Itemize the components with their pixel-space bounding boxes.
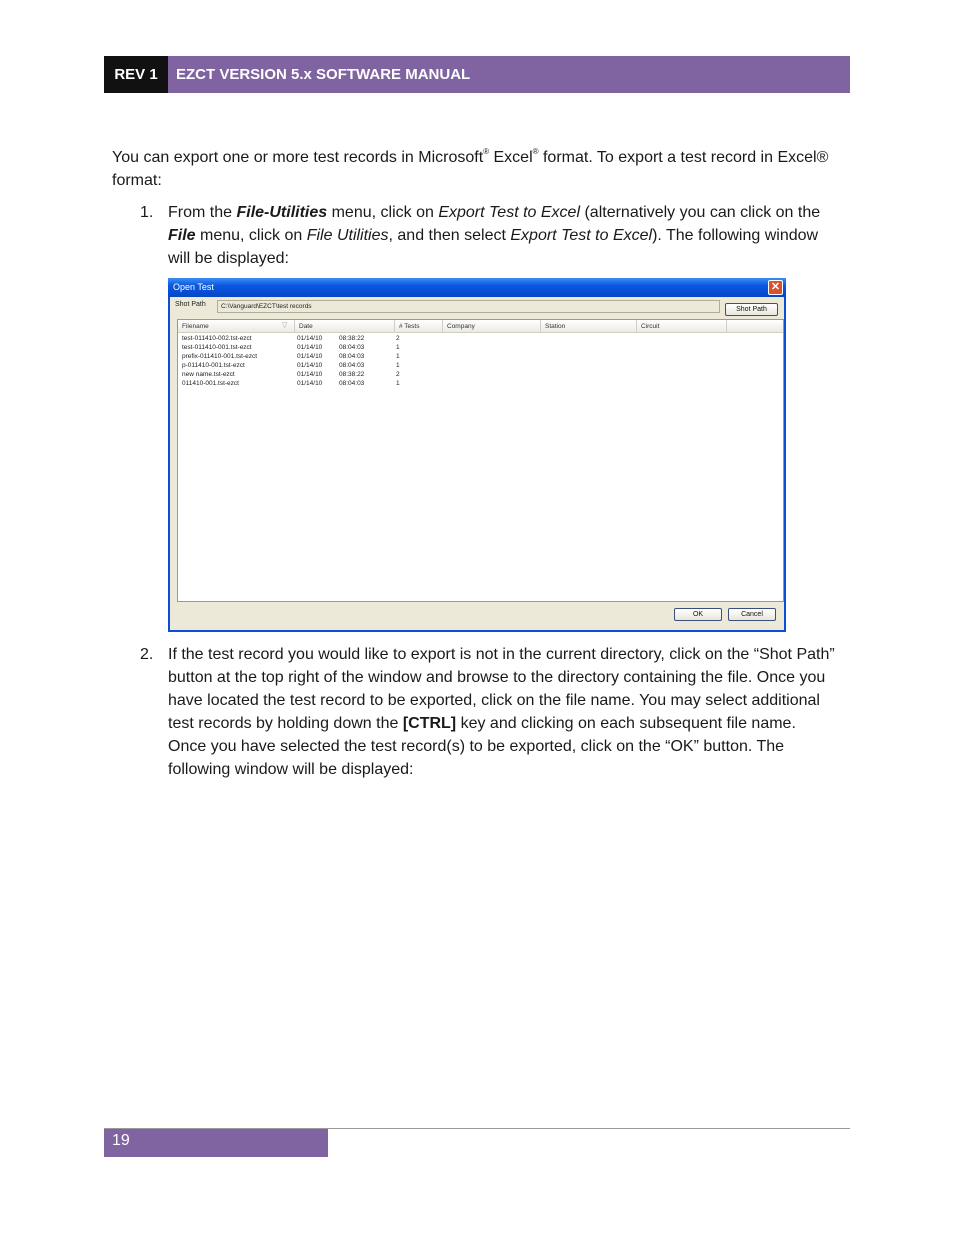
ctrl-key-label: [CTRL] [402,715,457,732]
cell-filename: prefix-011410-001.tst-ezct [182,353,258,360]
cell-time: 08:38:22 [339,371,365,378]
cell-time: 08:04:03 [339,353,365,360]
step-2-part: key and clicking on each subsequent file name. Once you have selected the test record(s) to be exported, click on the “OK” button. The following window will be displayed: [168,715,796,778]
step-1-part: menu, click on [195,227,307,244]
step-1-part: (alternatively you can click on the [580,204,821,221]
cell-tests: 2 [396,371,400,378]
column-date[interactable]: Date [295,320,395,332]
cell-tests: 1 [396,353,400,360]
step-2-number: 2. [140,646,154,663]
cell-date: 01/14/10 [297,362,323,369]
step-1-part: From the [168,204,237,221]
menu-item-export-test: Export Test to Excel [438,204,581,221]
intro-paragraph [112,146,842,192]
column-circuit[interactable]: Circuit [637,320,727,332]
table-row[interactable] [178,334,783,343]
dialog-title: Open Test [173,282,214,292]
step-1-part: ). The following window will be displayed: [168,227,819,267]
menu-item-file-utilities: File Utilities [306,227,389,244]
table-row[interactable] [178,343,783,352]
table-row[interactable] [178,370,783,379]
step-1-number: 1. [140,204,154,221]
intro-text-1: You can export one or more test records in Microsoft [112,149,484,166]
menu-item-export-test: Export Test to Excel [510,227,653,244]
cell-time: 08:04:03 [339,362,365,369]
cell-tests: 1 [396,380,400,387]
table-row[interactable] [178,352,783,361]
file-list[interactable] [177,319,784,602]
cell-filename: 011410-001.tst-ezct [182,380,239,387]
cell-filename: test-011410-002.tst-ezct [182,335,252,342]
cell-filename: new name.tst-ezct [182,371,235,378]
file-list-header [178,320,783,333]
step-1-text [168,201,838,270]
open-test-dialog [168,278,786,632]
step-2-text [168,643,838,781]
cell-time: 08:38:22 [339,335,365,342]
sort-arrow-icon: ▽ [282,322,288,329]
intro-text-3: format. To export a test record in Excel® format: [112,149,829,189]
cell-filename: test-011410-001.tst-ezct [182,344,252,351]
registered-mark: ® [532,147,539,156]
registered-mark: ® [483,147,490,156]
cell-date: 01/14/10 [297,371,323,378]
cell-tests: 1 [396,362,400,369]
cell-time: 08:04:03 [339,344,365,351]
close-icon[interactable]: ✕ [768,280,783,295]
page-number: 19 [104,1129,328,1157]
step-2-part: If the test record you would like to export is not in the current directory, click on the “Shot Path” button at the top right of the window and browse to the directory containing the file. Once you have located the test record to be exported, click on the file name. You may select additional test records by holding down the [168,646,835,732]
header-title: EZCT VERSION 5.x SOFTWARE MANUAL [168,56,850,93]
intro-text-2: Excel [489,149,533,166]
cell-time: 08:04:03 [339,380,365,387]
step-1-part: menu, click on [327,204,439,221]
column-tests[interactable]: # Tests [395,320,443,332]
menu-file: File [168,227,196,244]
header-rev-label: REV 1 [104,56,168,93]
dialog-title-bar [168,278,786,297]
cell-tests: 1 [396,344,400,351]
menu-file-utilities: File-Utilities [236,204,328,221]
shot-path-button[interactable]: Shot Path [725,303,778,316]
cell-date: 01/14/10 [297,380,323,387]
cell-filename: p-011410-001.tst-ezct [182,362,245,369]
table-row[interactable] [178,361,783,370]
cell-tests: 2 [396,335,400,342]
column-company[interactable]: Company [443,320,541,332]
column-station[interactable]: Station [541,320,637,332]
cell-date: 01/14/10 [297,335,323,342]
shot-path-label: Shot Path [175,301,206,308]
step-1-part: , and then select [388,227,511,244]
cancel-button[interactable]: Cancel [728,608,776,621]
dialog-body [170,297,784,630]
shot-path-input[interactable]: C:\Vanguard\EZCT\test records [217,300,720,313]
table-row[interactable] [178,379,783,388]
column-filename[interactable]: Filename [178,320,295,332]
ok-button[interactable]: OK [674,608,722,621]
cell-date: 01/14/10 [297,353,323,360]
cell-date: 01/14/10 [297,344,323,351]
